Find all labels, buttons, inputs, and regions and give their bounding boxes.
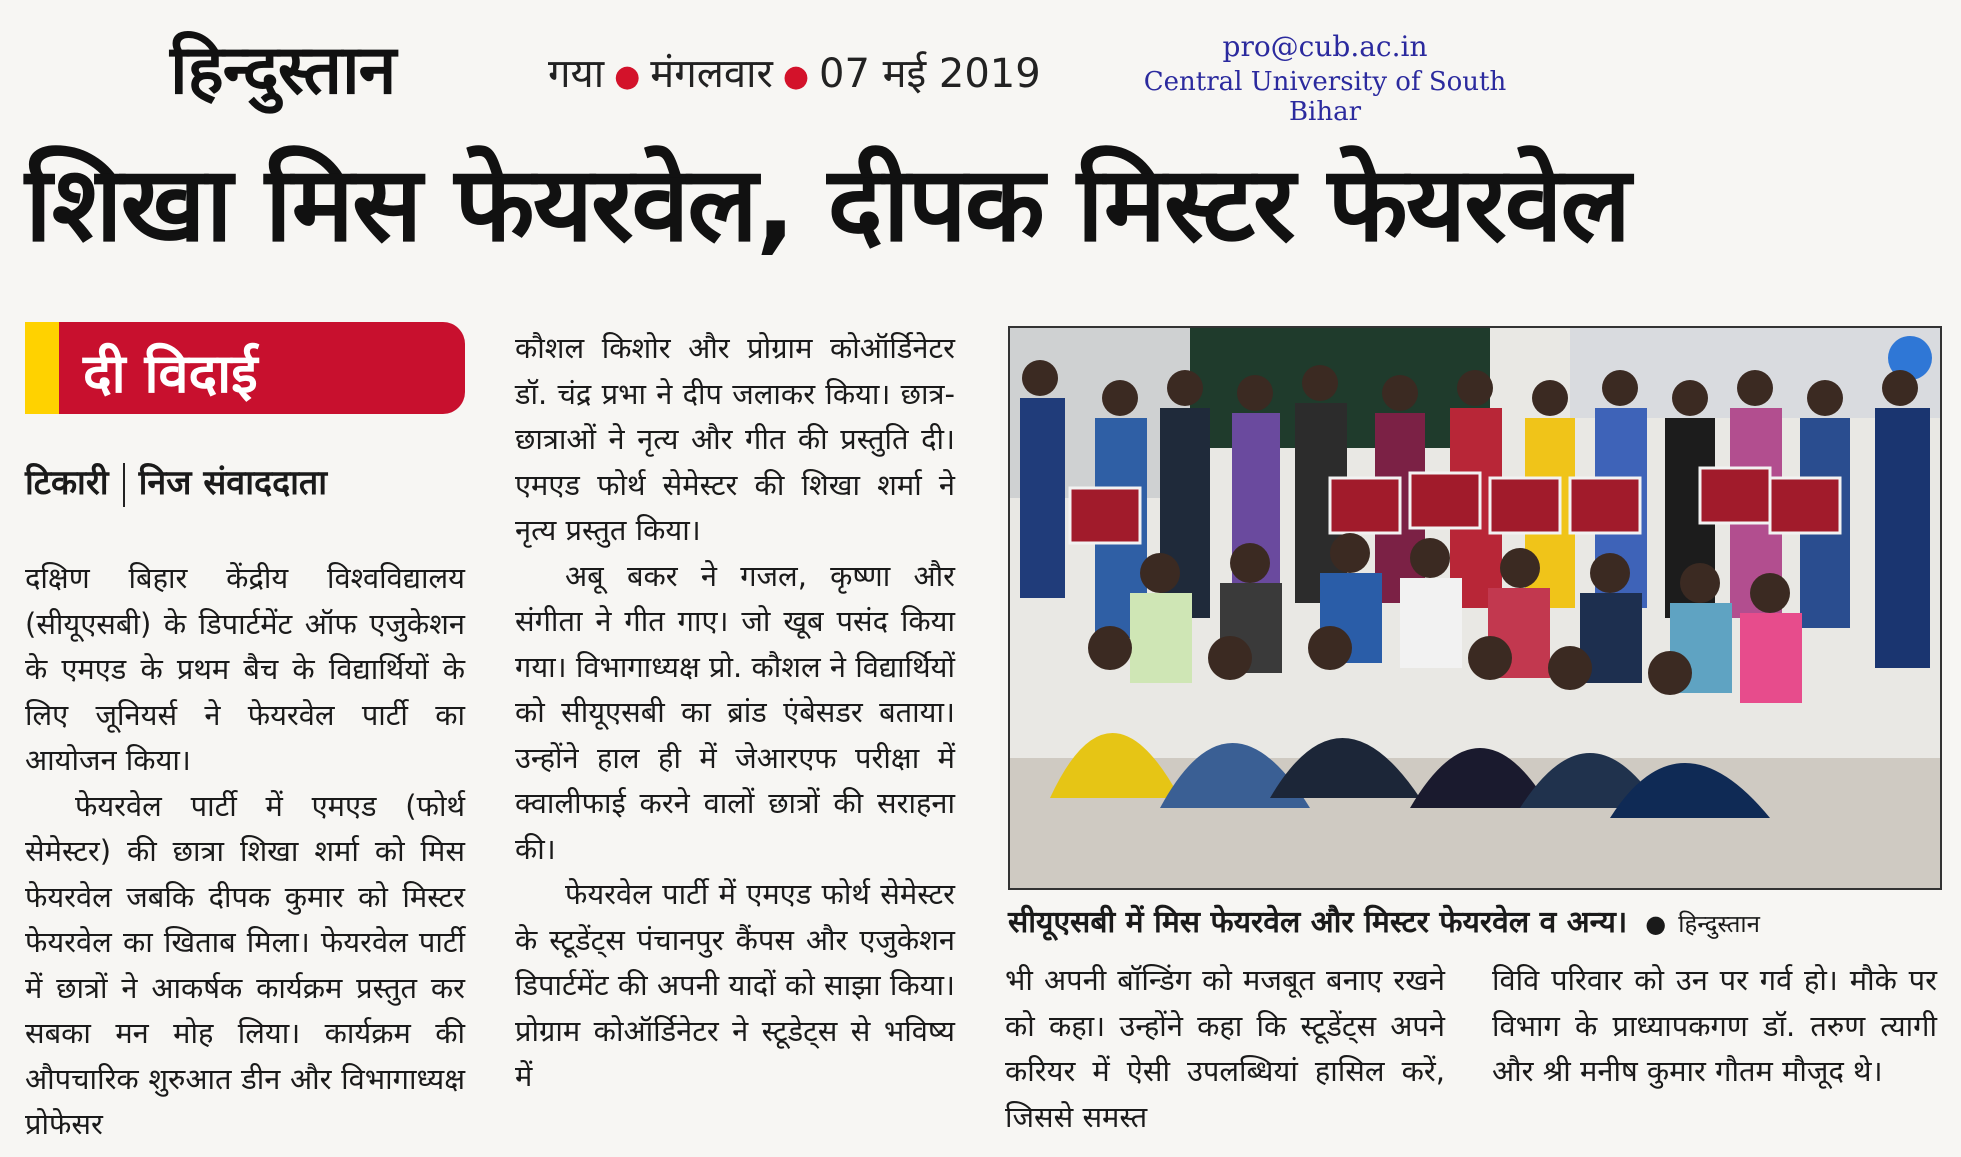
bullet-dot-icon: ● [1645,910,1667,938]
newspaper-logo: हिन्दुस्तान [170,31,396,110]
contact-stamp [1115,30,1535,127]
bullet-dot-icon: ● [782,58,809,94]
group-photo [1008,326,1942,890]
article-column-3 [1005,958,1445,1140]
group-photo-illustration [1010,328,1940,888]
article-paragraph: विवि परिवार को उन पर गर्व हो। मौके पर विभाग के प्राध्यापकगण डॉ. तरुण त्यागी और श्री मनीष कुमार गौतम मौजूद थे। [1492,963,1937,1088]
photo-caption [1008,900,1760,941]
dateline-date: 07 मई 2019 [819,51,1041,97]
byline-author: निज संवाददाता [138,463,328,503]
byline-place: टिकारी [25,463,109,503]
kicker-accent-bar [25,322,59,414]
dateline [548,44,1041,99]
byline [25,458,327,507]
article-paragraph: कौशल किशोर और प्रोग्राम कोऑर्डिनेटर डॉ. चंद्र प्रभा ने दीप जलाकर किया। छात्र-छात्राओं ने नृत्य और गीत की प्रस्तुति दी। एमएड फोर्थ सेमेस्टर की शिखा शर्मा ने नृत्य प्रस्तुत किया। [515,331,955,547]
kicker-label: दी विदाई [83,342,258,405]
article-paragraph: भी अपनी बॉन्डिंग को मजबूत बनाए रखने को कहा। उन्होंने कहा कि स्टूडेंट्स अपने करियर में ऐसी उपलब्धियां हासिल करें, जिससे समस्त [1005,963,1445,1134]
university-name: Central University of South Bihar [1143,67,1507,127]
article-paragraph: फेयरवेल पार्टी में एमएड (फोर्थ सेमेस्टर) की छात्रा शिखा शर्मा को मिस फेयरवेल जबकि दीपक कुमार को मिस्टर फेयरवेल का खिताब मिला। फेयरवेल पार्टी में छात्रों ने आकर्षक कार्यक्रम प्रस्तुत कर सबका मन मोह लिया। कार्यक्रम की औपचारिक शुरुआत डीन और विभागाध्यक्ष प्रोफेसर [25,788,465,1141]
contact-email: pro@cub.ac.in [1222,30,1428,63]
article-paragraph: फेयरवेल पार्टी में एमएड फोर्थ सेमेस्टर के स्टूडेंट्स पंचानपुर कैंपस और एजुकेशन डिपार्टमेंट की अपनी यादों को साझा किया। प्रोग्राम कोऑर्डिनेटर ने स्टूडेट्स से भविष्य में [515,877,955,1093]
photo-caption-text: सीयूएसबी में मिस फेयरवेल और मिस्टर फेयरवेल व अन्य। [1008,905,1628,940]
dateline-city: गया [548,51,605,97]
photo-credit: हिन्दुस्तान [1678,910,1760,938]
bullet-dot-icon: ● [614,58,641,94]
headline: शिखा मिस फेयरवेल, दीपक मिस्टर फेयरवेल [25,143,1630,265]
dateline-day: मंगलवार [650,51,773,97]
article-column-2 [515,326,955,1100]
article-paragraph: दक्षिण बिहार केंद्रीय विश्वविद्यालय (सीयूएसबी) के डिपार्टमेंट ऑफ एजुकेशन के एमएड के प्रथम बैच के विद्यार्थियों के लिए जूनियर्स ने फेयरवेल पार्टी का आयोजन किया। [25,561,465,777]
byline-divider [123,463,125,507]
article-column-4 [1492,958,1937,1095]
article-paragraph: अबू बकर ने गजल, कृष्णा और संगीता ने गीत गाए। जो खूब पसंद किया गया। विभागाध्यक्ष प्रो. कौशल ने विद्यार्थियों को सीयूएसबी का ब्रांड एंबेसडर बताया। उन्होंने हाल ही में जेआरएफ परीक्षा में क्वालीफाई करने वालों छात्रों की सराहना की। [515,558,955,866]
article-column-1 [25,556,465,1148]
section-kicker [25,322,465,414]
